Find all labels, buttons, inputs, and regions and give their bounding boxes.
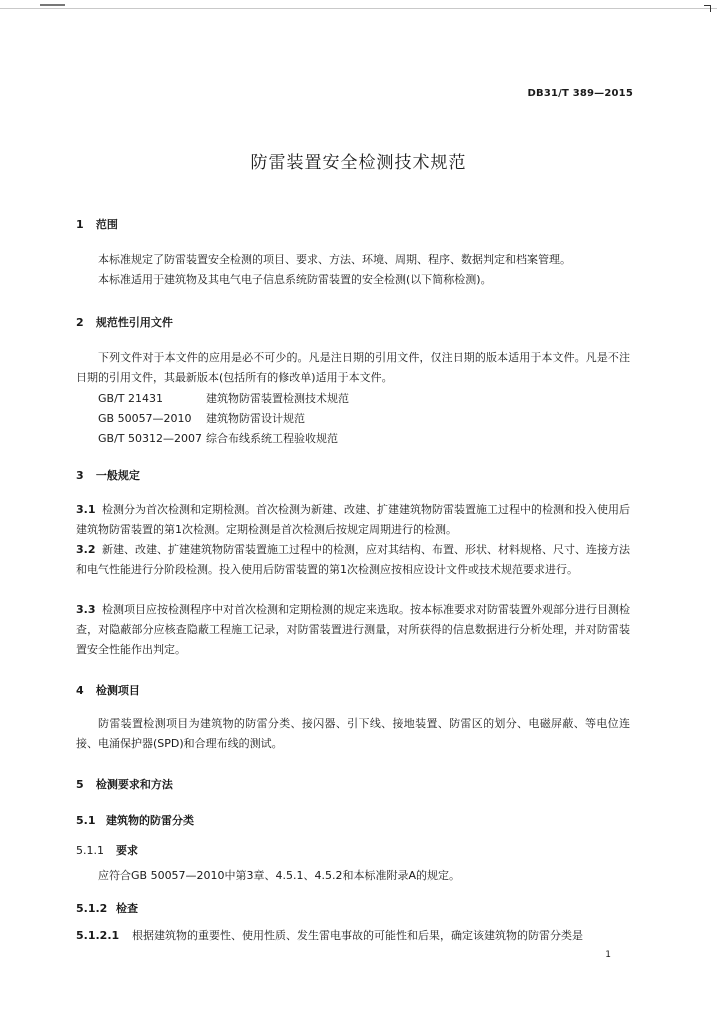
section-3-heading	[76, 467, 140, 483]
requirement-paragraph: 应符合GB 50057—2010中第3章、4.5.1、4.5.2和本标准附录A的规定。	[98, 869, 461, 882]
reference-name: 建筑物防雷装置检测技术规范	[206, 392, 349, 405]
section-5-heading	[76, 776, 173, 792]
clause-number: 3.2	[76, 543, 96, 556]
test-items-paragraph: 防雷装置检测项目为建筑物的防雷分类、接闪器、引下线、接地装置、防雷区的划分、电磁屏蔽、等电位连接、电涌保护器(SPD)和合理布线的测试。	[76, 717, 630, 750]
subsection-title: 检查	[116, 902, 138, 915]
scope-paragraph-1: 本标准规定了防雷装置安全检测的项目、要求、方法、环境、周期、程序、数据判定和档案管理。	[98, 253, 571, 266]
section-number: 2	[76, 316, 84, 329]
clause-3-3	[76, 600, 630, 660]
reference-name: 综合布线系统工程验收规范	[206, 432, 338, 445]
section-title: 规范性引用文件	[95, 316, 173, 329]
section-number: 3	[76, 469, 84, 482]
section-title: 范围	[95, 218, 118, 231]
reference-code: GB/T 50312—2007	[98, 432, 202, 445]
section-number: 1	[76, 218, 84, 231]
reference-item	[98, 390, 349, 406]
subsection-title: 要求	[116, 844, 138, 857]
scope-paragraph-2: 本标准适用于建筑物及其电气电子信息系统防雷装置的安全检测(以下简称检测)。	[98, 273, 492, 286]
clause-number: 5.1.2.1	[76, 929, 120, 942]
subsection-5-1-2-heading	[76, 900, 138, 916]
clause-5-1-2-1	[76, 926, 630, 946]
corner-crop-mark	[704, 5, 711, 12]
subsection-number: 5.1.1	[76, 844, 104, 857]
subsection-title: 建筑物的防雷分类	[106, 814, 194, 827]
document-id: DB31/T 389—2015	[527, 88, 633, 99]
reference-code: GB 50057—2010	[98, 412, 192, 425]
clause-text: 检测分为首次检测和定期检测。首次检测为新建、改建、扩建建筑物防雷装置施工过程中的检测和投入使用后建筑物防雷装置的第1次检测。定期检测是首次检测后按规定周期进行的检测。	[76, 503, 630, 536]
subsection-5-1-1-heading	[76, 842, 138, 858]
clause-3-2	[76, 540, 630, 580]
section-2-heading	[76, 314, 173, 330]
section-number: 4	[76, 684, 84, 697]
section-number: 5	[76, 778, 84, 791]
clause-number: 3.1	[76, 503, 96, 516]
reference-item	[98, 410, 305, 426]
reference-code: GB/T 21431	[98, 392, 163, 405]
clause-text: 新建、改建、扩建建筑物防雷装置施工过程中的检测，应对其结构、布置、形状、材料规格、尺寸、连接方法和电气性能进行分阶段检测。投入使用后防雷装置的第1次检测应按相应设计文件或技术规范要求进行。	[76, 543, 630, 576]
scan-top-mark	[40, 4, 65, 6]
reference-name: 建筑物防雷设计规范	[206, 412, 305, 425]
clause-3-1	[76, 500, 630, 540]
subsection-5-1-heading	[76, 812, 194, 828]
clause-text: 根据建筑物的重要性、使用性质、发生雷电事故的可能性和后果，确定该建筑物的防雷分类是	[132, 929, 583, 942]
clause-text: 检测项目应按检测程序中对首次检测和定期检测的规定来选取。按本标准要求对防雷装置外观部分进行目测检查，对隐蔽部分应核查隐蔽工程施工记录，对防雷装置进行测量，对所获得的信息数据进行分析处理，并对防雷装置安全性能作出判定。	[76, 603, 630, 656]
scan-top-rule	[0, 8, 717, 9]
section-1-heading	[76, 216, 118, 232]
normative-references-paragraph: 下列文件对于本文件的应用是必不可少的。凡是注日期的引用文件，仅注日期的版本适用于本文件。凡是不注日期的引用文件，其最新版本(包括所有的修改单)适用于本文件。	[76, 351, 630, 384]
section-4-heading	[76, 682, 140, 698]
section-title: 一般规定	[95, 469, 140, 482]
page-title: 防雷装置安全检测技术规范	[250, 153, 467, 173]
reference-item	[98, 430, 338, 446]
section-title: 检测项目	[95, 684, 140, 697]
section-title: 检测要求和方法	[95, 778, 173, 791]
page-number: 1	[605, 950, 611, 960]
clause-number: 3.3	[76, 603, 96, 616]
subsection-number: 5.1.2	[76, 902, 108, 915]
subsection-number: 5.1	[76, 814, 96, 827]
